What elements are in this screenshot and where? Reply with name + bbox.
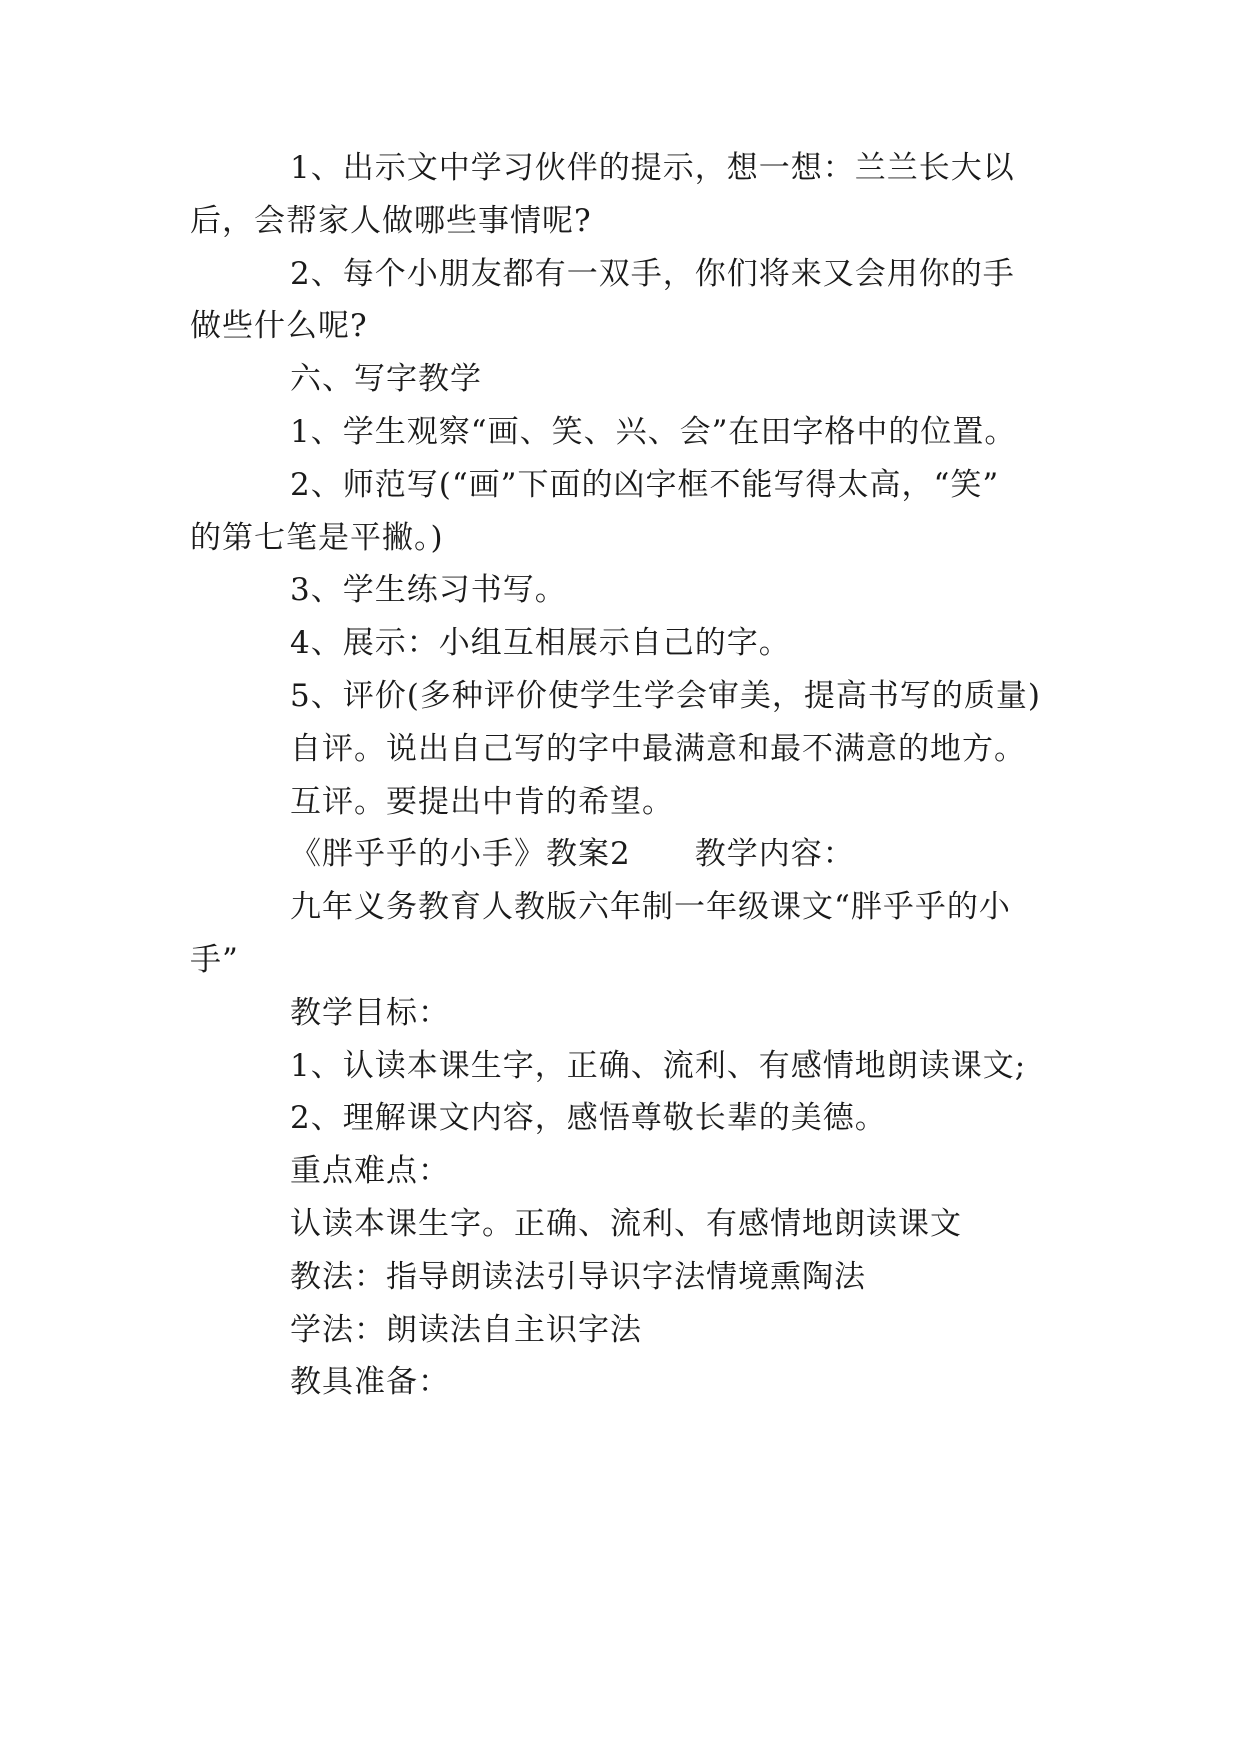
paragraph-line: 认读本课生字。正确、流利、有感情地朗读课文 — [290, 1206, 962, 1242]
section-heading: 六、写字教学 — [290, 361, 482, 397]
paragraph-line: 1、出示文中学习伙伴的提示，想一想：兰兰长大以 — [290, 150, 1015, 186]
paragraph-line: 3、学生练习书写。 — [290, 572, 567, 608]
section-heading: 教具准备： — [290, 1364, 450, 1400]
paragraph-line: 1、学生观察“画、笑、兴、会”在田字格中的位置。 — [290, 414, 1017, 450]
paragraph-line: 1、认读本课生字，正确、流利、有感情地朗读课文; — [290, 1048, 1027, 1084]
paragraph-line: 5、评价(多种评价使学生学会审美，提高书写的质量) — [290, 678, 1041, 714]
paragraph-line: 自评。说出自己写的字中最满意和最不满意的地方。 — [290, 731, 1026, 767]
paragraph-line: 手” — [190, 942, 239, 978]
paragraph-line: 的第七笔是平撇。) — [190, 520, 444, 556]
paragraph-line: 互评。要提出中肯的希望。 — [290, 784, 674, 820]
paragraph-line: 教法：指导朗读法引导识字法情境熏陶法 — [290, 1259, 866, 1295]
paragraph-line: 2、师范写(“画”下面的凶字框不能写得太高，“笑” — [290, 467, 1000, 503]
paragraph-line: 九年义务教育人教版六年制一年级课文“胖乎乎的小 — [290, 889, 1011, 925]
paragraph-line: 2、理解课文内容，感悟尊敬长辈的美德。 — [290, 1100, 887, 1136]
paragraph-line: 后，会帮家人做哪些事情呢? — [190, 203, 592, 239]
paragraph-line: 4、展示：小组互相展示自己的字。 — [290, 625, 791, 661]
section-heading: 重点难点： — [290, 1153, 450, 1189]
paragraph-line: 2、每个小朋友都有一双手，你们将来又会用你的手 — [290, 256, 1015, 292]
section-heading: 教学目标： — [290, 995, 450, 1031]
lesson-plan-title: 《胖乎乎的小手》教案2 教学内容： — [290, 836, 855, 872]
paragraph-line: 学法：朗读法自主识字法 — [290, 1312, 642, 1348]
paragraph-line: 做些什么呢? — [190, 308, 368, 344]
